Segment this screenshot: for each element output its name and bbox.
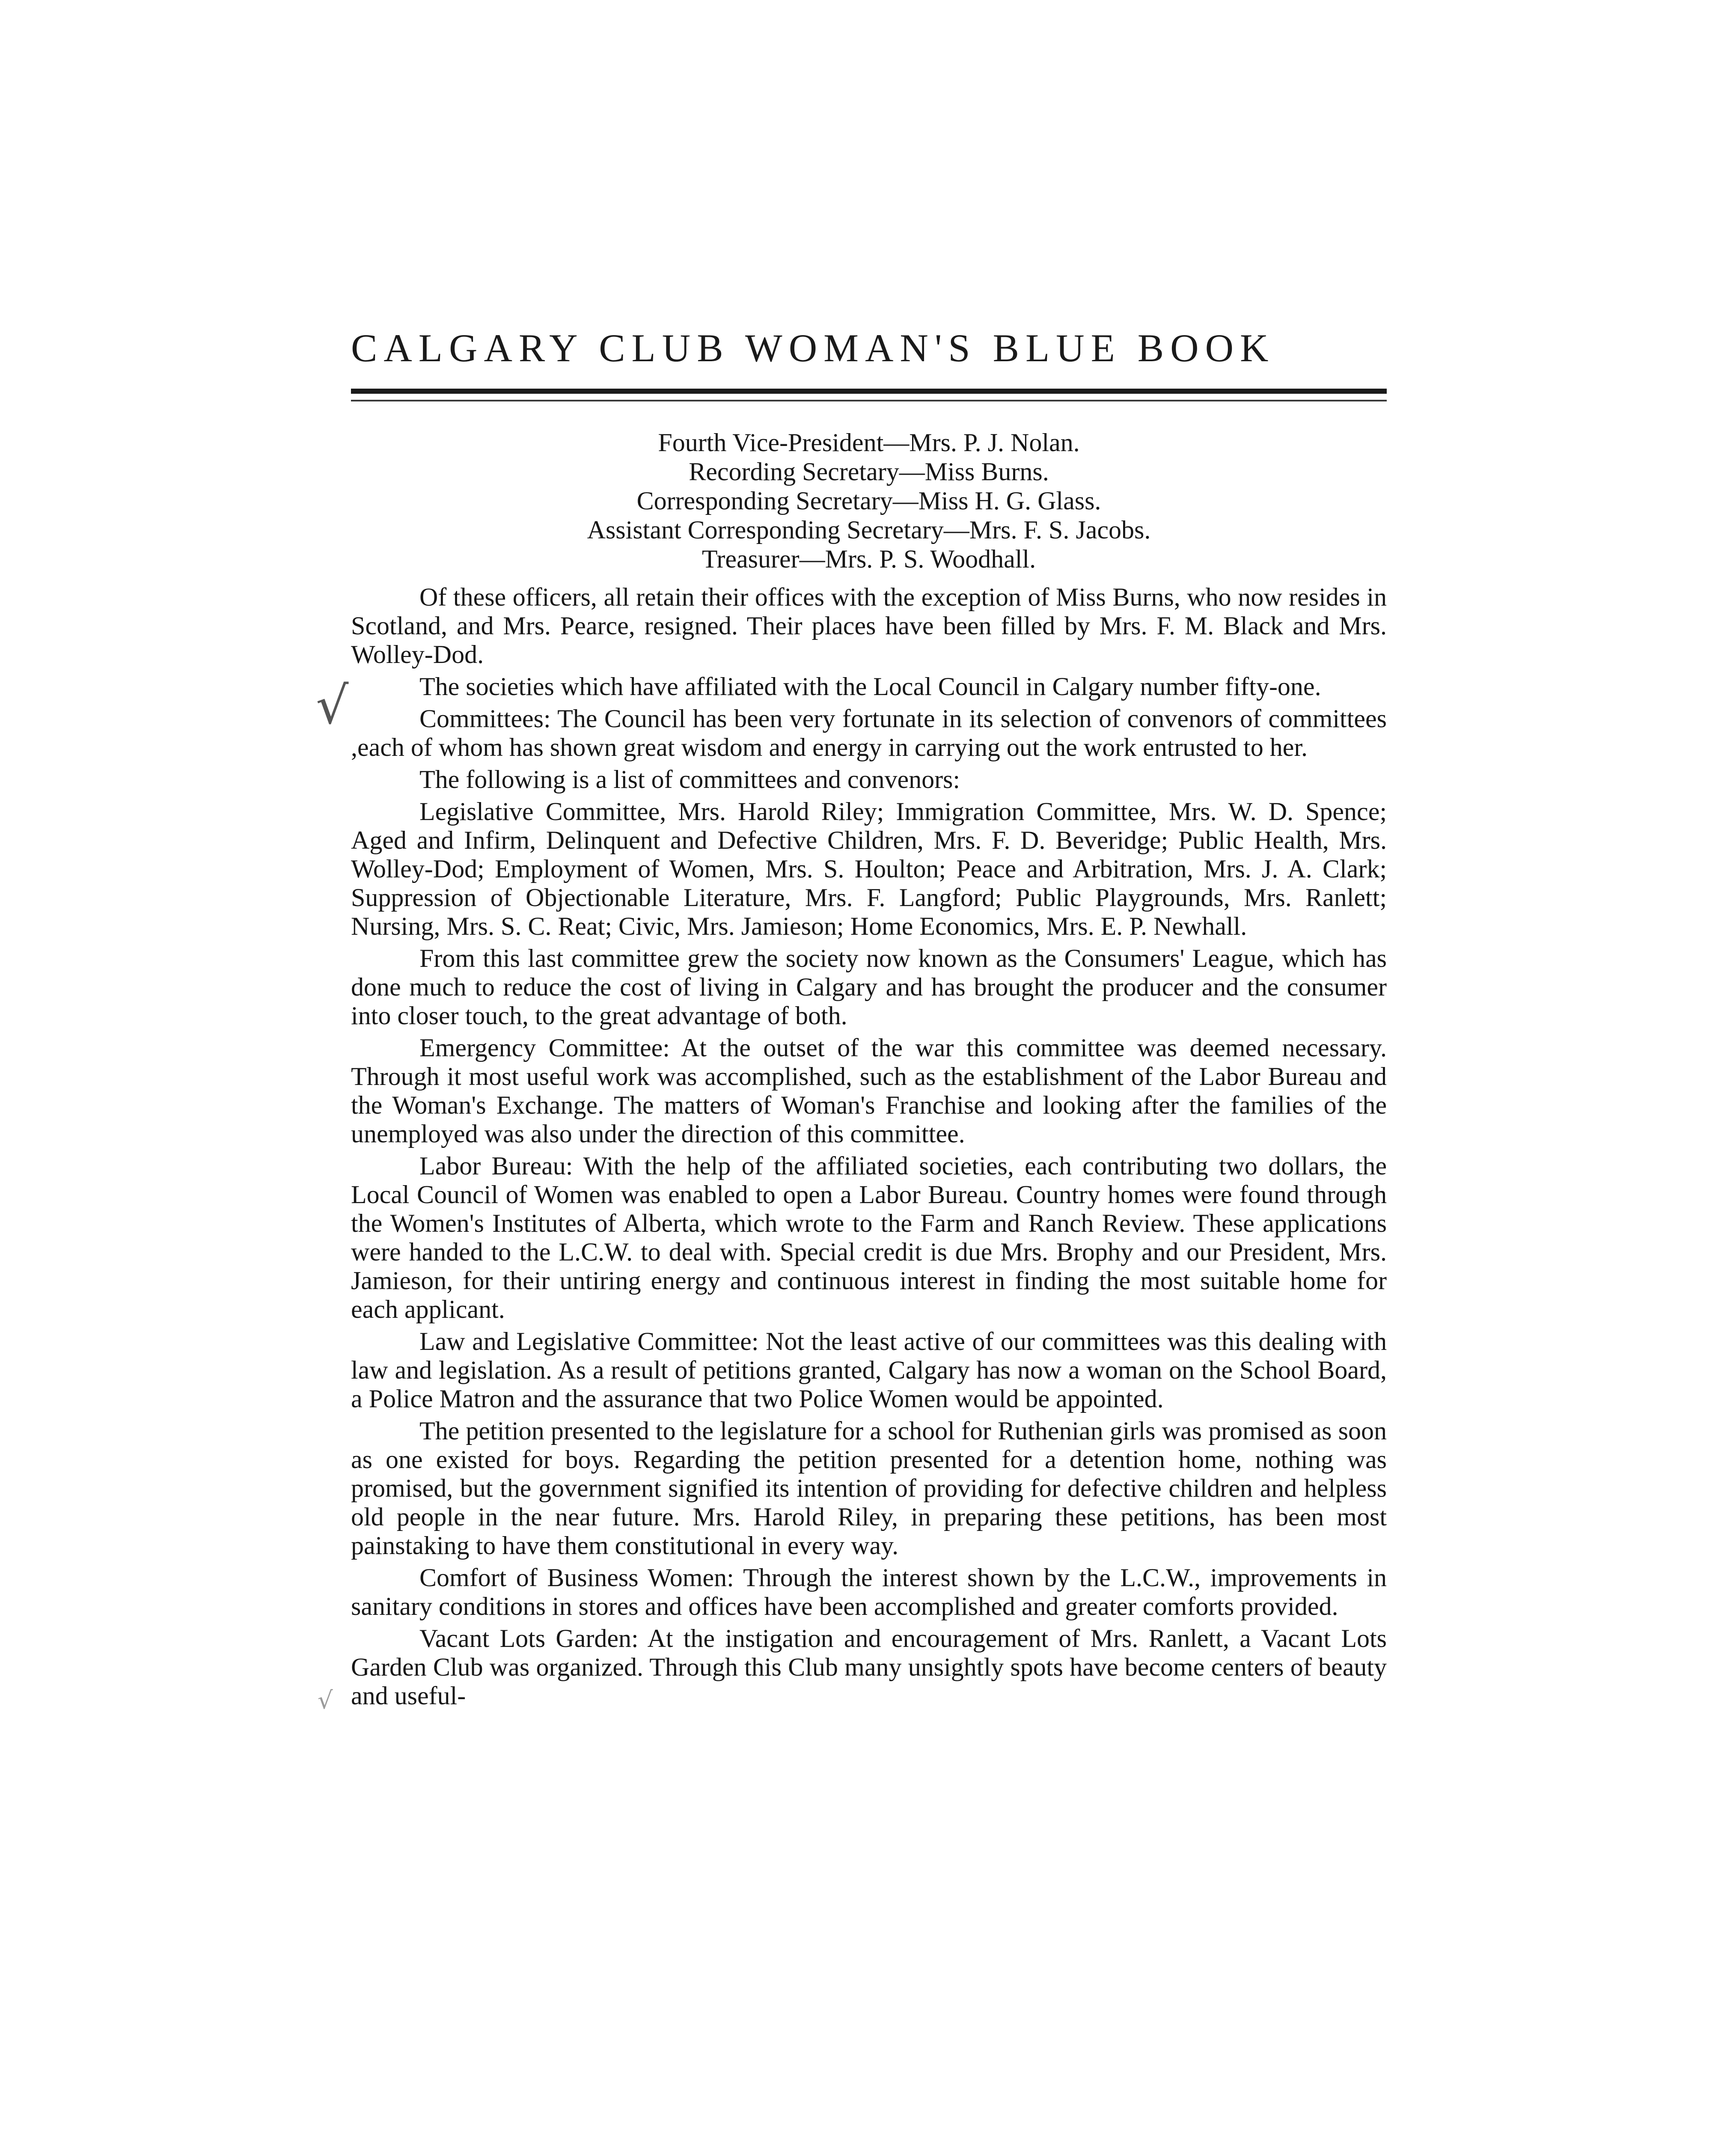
paragraph-emergency-committee: Emergency Committee: At the outset of the war this committee was deemed necessary. Through it most useful work was accomplished, such as the establishment of the Labor Bureau and the Woman's Exchange. The matters of Woman's Franchise and looking after the families of the unemployed was also under the direction of this committee. <box>351 1034 1387 1148</box>
handwritten-check-mark: √ <box>316 676 349 736</box>
officer-line: Treasurer—Mrs. P. S. Woodhall. <box>702 545 1036 573</box>
officer-line: Assistant Corresponding Secretary—Mrs. F. S. Jacobs. <box>587 516 1151 544</box>
paragraph-committee-list: Legislative Committee, Mrs. Harold Riley; Immigration Committee, Mrs. W. D. Spence; Aged and Infirm, Delinquent and Defective Children, Mrs. F. D. Beveridge; Public Health, Mrs. Wolley-Dod; Employment of Women, Mrs. S. Houlton; Peace and Arbitration, Mrs. J. A. Clark; Suppression of Objectionable Literature, Mrs. F. Langford; Public Playgrounds, Mrs. Ranlett; Nursing, Mrs. S. C. Reat; Civic, Mrs. Jamieson; Home Economics, Mrs. E. P. Newhall. <box>351 797 1387 940</box>
paragraph-consumers-league: From this last committee grew the society now known as the Consumers' League, which has done much to reduce the cost of living in Calgary and has brought the producer and the consumer into closer touch, to the great advantage of both. <box>351 944 1387 1030</box>
paragraph-labor-bureau: Labor Bureau: With the help of the affiliated societies, each contributing two dollars, the Local Council of Women was enabled to open a Labor Bureau. Country homes were found through the Women's Institutes of Alberta, which wrote to the Farm and Ranch Review. These applications were handed to the L.C.W. to deal with. Special credit is due Mrs. Brophy and our President, Mrs. Jamieson, for their untiring energy and continuous interest in finding the most suitable home for each applicant. <box>351 1152 1387 1323</box>
officer-line: Recording Secretary—Miss Burns. <box>689 458 1049 486</box>
paragraph-committees: Committees: The Council has been very fortunate in its selection of convenors of committees ,each of whom has shown great wisdom and energy in carrying out the work entrusted to her. <box>351 704 1387 761</box>
header-rule-thick <box>351 389 1387 394</box>
faint-pencil-mark: √ <box>318 1687 333 1715</box>
officer-line: Fourth Vice-President—Mrs. P. J. Nolan. <box>658 428 1080 457</box>
paragraph-law-legislative: Law and Legislative Committee: Not the least active of our committees was this dealing with law and legislation. As a result of petitions granted, Calgary has now a woman on the School Board, a Police Matron and the assurance that two Police Women would be appointed. <box>351 1327 1387 1413</box>
officers-list <box>351 428 1387 574</box>
body-text <box>351 583 1387 1714</box>
paragraph-list-intro: The following is a list of committees and convenors: <box>419 765 960 794</box>
paragraph-petition: The petition presented to the legislature for a school for Ruthenian girls was promised as soon as one existed for boys. Regarding the petition presented for a detention home, nothing was promised, but the government signified its intention of providing for defective children and helpless old people in the near future. Mrs. Harold Riley, in preparing these petitions, has been most painstaking to have them constitutional in every way. <box>351 1417 1387 1560</box>
header-rule-thin <box>351 400 1387 401</box>
running-header: CALGARY CLUB WOMAN'S BLUE BOOK <box>351 326 1275 370</box>
paragraph-affiliated-societies: The societies which have affiliated with the Local Council in Calgary number fifty-one. <box>419 672 1321 701</box>
paragraph-officers-changes: Of these officers, all retain their offices with the exception of Miss Burns, who now resides in Scotland, and Mrs. Pearce, resigned. Their places have been filled by Mrs. F. M. Black and Mrs. Wolley-Dod. <box>351 583 1387 669</box>
officer-line: Corresponding Secretary—Miss H. G. Glass. <box>636 487 1101 515</box>
paragraph-business-women: Comfort of Business Women: Through the interest shown by the L.C.W., improvements in sanitary conditions in stores and offices have been accomplished and greater comforts provided. <box>351 1563 1387 1620</box>
paragraph-vacant-lots: Vacant Lots Garden: At the instigation and encouragement of Mrs. Ranlett, a Vacant Lots Garden Club was organized. Through this Club many unsightly spots have become centers of beauty and useful- <box>351 1624 1387 1710</box>
